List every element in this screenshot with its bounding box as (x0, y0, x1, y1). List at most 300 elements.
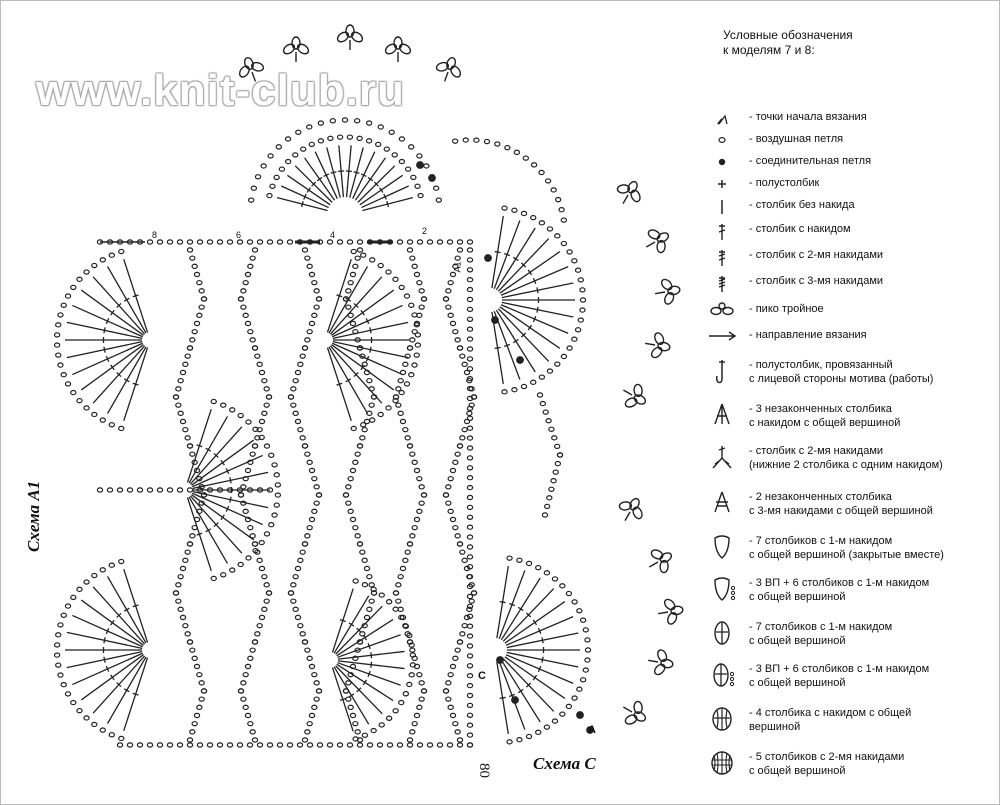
chain-stitch (238, 689, 243, 693)
slip-stitch (577, 712, 583, 718)
chain-stitch (398, 411, 403, 415)
chain-stitch (539, 221, 544, 225)
chain-stitch (502, 390, 507, 394)
chain-stitch (474, 138, 479, 142)
chain-stitch (455, 730, 460, 734)
chain-stitch (317, 743, 322, 747)
stitch-bar (542, 637, 543, 643)
chain-stitch (467, 240, 472, 244)
chain-stitch (467, 644, 472, 648)
picot-leaf (394, 37, 402, 49)
chain-stitch (227, 743, 232, 747)
chain-stitch (387, 600, 392, 604)
chain-stitch (417, 477, 422, 481)
chain-stitch (547, 496, 552, 500)
chain-stitch (243, 673, 248, 677)
chain-stitch (467, 288, 472, 292)
chain-stitch (427, 240, 432, 244)
chain-stitch (577, 687, 582, 691)
chain-stitch (307, 526, 312, 530)
stitch-bar (368, 177, 373, 180)
chain-stitch (92, 573, 97, 577)
chain-stitch (346, 501, 351, 505)
picot-leaf (663, 598, 677, 612)
stitch-bar (370, 327, 371, 333)
bobble-5-icon (709, 750, 743, 780)
chain-stitch (559, 208, 564, 212)
chain-stitch (505, 146, 510, 150)
chain-stitch (178, 607, 183, 611)
chain-stitch (399, 160, 404, 164)
chain-stitch (467, 367, 472, 371)
chain-stitch (245, 321, 250, 325)
chain-stitch (190, 730, 195, 734)
chain-stitch (367, 743, 372, 747)
stitch-bar (230, 477, 231, 483)
chain-stitch (264, 532, 269, 536)
legend-item-text (749, 620, 994, 648)
chain-stitch (147, 240, 152, 244)
chain-stitch (350, 517, 355, 521)
chain-stitch (279, 167, 284, 171)
chain-stitch (467, 495, 472, 499)
chain-stitch (512, 388, 517, 392)
chain-stitch (448, 313, 453, 317)
chain-stitch (305, 648, 310, 652)
chain-stitch (245, 272, 250, 276)
chain-stitch (300, 632, 305, 636)
chain-stitch (197, 240, 202, 244)
chain-stitch (293, 379, 298, 383)
chain-stitch (457, 444, 462, 448)
chain-stitch (192, 264, 197, 268)
chain-stitch (176, 599, 181, 603)
chain-stitch (305, 534, 310, 538)
chain-stitch (264, 583, 269, 587)
chain-stitch (187, 240, 192, 244)
legend-item-line1: - 3 незаконченных столбика (749, 403, 892, 415)
chain-stitch (178, 575, 183, 579)
chain-stitch (446, 501, 451, 505)
chain-stitch (302, 640, 307, 644)
chain-stitch (259, 615, 264, 619)
stitch-bar (533, 620, 536, 625)
chain-stitch (312, 313, 317, 317)
chain-stitch (347, 135, 352, 139)
chain-stitch (350, 272, 355, 276)
triple-picot (431, 53, 466, 86)
chain-stitch (246, 420, 251, 424)
chain-stitch (361, 423, 366, 427)
chain-stitch (55, 333, 60, 337)
chain-stitch (421, 689, 426, 693)
chain-stitch (307, 460, 312, 464)
legend-item-line1: - 3 ВП + 6 столбиков с 1-м накидом (749, 663, 930, 675)
chain-stitch (531, 380, 536, 384)
chain-stitch (411, 175, 416, 179)
chain-stitch (266, 395, 271, 399)
chain-stitch (337, 743, 342, 747)
chain-stitch (403, 692, 408, 696)
chain-stitch (353, 526, 358, 530)
chain-stitch (92, 722, 97, 726)
chain-stitch (457, 346, 462, 350)
chain-stitch (177, 743, 182, 747)
chain-stitch (207, 743, 212, 747)
chain-stitch (268, 154, 273, 158)
two-unfinished-icon (709, 490, 743, 520)
chain-stitch (243, 705, 248, 709)
legend-item-text (749, 444, 994, 472)
chain-stitch (199, 289, 204, 293)
triple-picot (616, 695, 652, 732)
chain-stitch (455, 452, 460, 456)
chain-stitch (255, 632, 260, 636)
chain-stitch (71, 700, 76, 704)
chain-stitch (197, 281, 202, 285)
chain-stitch (362, 558, 367, 562)
chain-stitch (275, 493, 280, 497)
row-number: 2 (422, 226, 428, 236)
chain-stitch (252, 738, 257, 742)
chain-stitch (400, 419, 405, 423)
legend-item-line1: - полустолбик (749, 177, 820, 189)
chain-stitch (177, 240, 182, 244)
chain-stitch (542, 513, 547, 517)
chain-stitch (305, 730, 310, 734)
stitch-bar (354, 172, 360, 174)
chain-stitch (55, 343, 60, 347)
chain-stitch (192, 330, 197, 334)
chain-stitch (199, 305, 204, 309)
chain-stitch (467, 486, 472, 490)
chain-stitch (437, 743, 442, 747)
chain-stitch (275, 483, 280, 487)
chain-stitch (248, 264, 253, 268)
split-treble-icon (709, 444, 743, 474)
legend-item-line2: вершиной (749, 721, 801, 733)
chain-stitch (467, 436, 472, 440)
chain-stitch (566, 704, 571, 708)
chain-stitch (287, 240, 292, 244)
chain-stitch (230, 568, 235, 572)
chain-stitch (178, 411, 183, 415)
chain-stitch (555, 444, 560, 448)
chain-stitch (295, 370, 300, 374)
chain-stitch (517, 558, 522, 562)
stitch-bar (317, 177, 322, 180)
chain-stitch (119, 559, 124, 563)
chain-stitch (467, 594, 472, 598)
chain-stitch (348, 281, 353, 285)
chain-stitch (369, 583, 374, 587)
chain-stitch (252, 640, 257, 644)
chain-stitch (227, 240, 232, 244)
chain-stitch (351, 426, 356, 430)
chain-stitch (566, 591, 571, 595)
chain-stitch (262, 379, 267, 383)
chain-stitch (462, 428, 467, 432)
chain-stitch (257, 624, 262, 628)
chain-stitch (467, 466, 472, 470)
hook-stitch-icon (709, 358, 743, 388)
chain-stitch (560, 584, 565, 588)
chain-stitch (291, 583, 296, 587)
chain-stitch (305, 338, 310, 342)
chain-stitch (192, 722, 197, 726)
chain-stitch (58, 673, 63, 677)
chain-stitch (467, 743, 472, 747)
chain-stitch (378, 125, 383, 129)
chain-stitch (467, 337, 472, 341)
chain-stitch (285, 137, 290, 141)
chain-stitch (467, 505, 472, 509)
chain-stitch (409, 673, 414, 677)
chain-stitch (457, 738, 462, 742)
chain-stitch (399, 700, 404, 704)
stitch-bar (537, 287, 538, 293)
row-number: 6 (236, 230, 242, 240)
chain-stitch (316, 297, 321, 301)
chain-stitch (517, 738, 522, 742)
chain-stitch (462, 624, 467, 628)
chain-stitch (447, 240, 452, 244)
chain-stitch (187, 248, 192, 252)
chain-stitch (364, 615, 369, 619)
picot-leaf (346, 25, 354, 37)
chain-stitch (56, 663, 61, 667)
chain-stitch (307, 264, 312, 268)
legend-item-line1: - 4 столбика с накидом с общей (749, 707, 912, 719)
chain-stitch (407, 743, 412, 747)
chain-stitch (264, 387, 269, 391)
chain-stitch (512, 208, 517, 212)
chain-stitch (407, 542, 412, 546)
stitch-bar (533, 675, 536, 680)
stitch-bar (371, 652, 372, 658)
chain-stitch (167, 488, 172, 492)
stitch-bar (104, 637, 105, 643)
chain-stitch (251, 186, 256, 190)
chain-stitch (403, 428, 408, 432)
chain-stitch (109, 563, 114, 567)
chain-stitch (421, 297, 426, 301)
chain-stitch (526, 561, 531, 565)
chain-stitch (378, 412, 383, 416)
stitch-bar (197, 445, 203, 447)
stitch-bar (495, 347, 501, 348)
picot-stem (655, 292, 665, 294)
chain-stitch (338, 135, 343, 139)
chain-stitch (264, 403, 269, 407)
picot-leaf (667, 285, 680, 295)
chain-stitch (297, 743, 302, 747)
chain-stitch (353, 460, 358, 464)
legend-item-line2: с общей вершиной (749, 591, 846, 603)
chain-stitch (77, 399, 82, 403)
slip-stitch (512, 697, 518, 703)
legend-subtitle: к моделям 7 и 8: (723, 43, 815, 57)
chain-stitch (312, 477, 317, 481)
chain-stitch (553, 470, 558, 474)
chain-stitch (467, 664, 472, 668)
chain-stitch (272, 513, 277, 517)
chain-stitch (447, 743, 452, 747)
stitch-bar (307, 188, 310, 193)
chain-stitch (137, 743, 142, 747)
chain-stitch (467, 278, 472, 282)
legend-item-line1: - столбик с 3-мя накидами (749, 275, 884, 287)
chain-stitch (414, 272, 419, 276)
chain-stitch (176, 583, 181, 587)
stitch-bar (528, 270, 531, 275)
legend-item-line1: - точки начала вязания (749, 111, 867, 123)
chain-stitch (65, 294, 70, 298)
chain-stitch (298, 558, 303, 562)
chain-stitch (539, 170, 544, 174)
chain-stitch (448, 673, 453, 677)
chain-stitch (575, 268, 580, 272)
chain-stitch (409, 145, 414, 149)
legend-item-text (749, 176, 994, 190)
triple-picot (643, 329, 673, 361)
chain-stitch (316, 689, 321, 693)
chain-stitch (580, 288, 585, 292)
row-number: A1 (452, 261, 463, 273)
chain-stitch (207, 240, 212, 244)
chain-stitch (194, 664, 199, 668)
chain-stitch (415, 343, 420, 347)
chain-stitch (56, 323, 61, 327)
legend-item-text (749, 110, 994, 124)
chain-stitch (300, 354, 305, 358)
chain-stitch (293, 153, 298, 157)
chain-stitch (190, 452, 195, 456)
chain-stitch (555, 362, 560, 366)
picot-leaf (449, 64, 462, 78)
stitch-bar (495, 252, 501, 253)
chain-stitch (309, 713, 314, 717)
chain-stitch (418, 194, 423, 198)
chain-stitch (307, 743, 312, 747)
chain-stitch (448, 477, 453, 481)
chain-stitch (109, 733, 114, 737)
chain-stitch (183, 428, 188, 432)
stitch-bar (133, 383, 139, 385)
stitch-bar (500, 602, 506, 603)
chain-stitch (314, 289, 319, 293)
chain-stitch (243, 313, 248, 317)
chain-stitch (187, 640, 192, 644)
chain-stitch (410, 256, 415, 260)
triple-picot (384, 37, 412, 62)
chain-stitch (197, 705, 202, 709)
chain-stitch (555, 234, 560, 238)
chain-stitch (245, 468, 250, 472)
chain-stitch (355, 256, 360, 260)
chain-stitch (314, 681, 319, 685)
picot-leaf (670, 605, 683, 615)
stitch-bar (133, 295, 139, 297)
chain-stitch (295, 419, 300, 423)
chain-stitch (291, 387, 296, 391)
chain-stitch (446, 485, 451, 489)
chain-stitch (446, 681, 451, 685)
chain-stitch (400, 566, 405, 570)
chain-stitch (398, 575, 403, 579)
chain-stitch (417, 743, 422, 747)
chain-stitch (457, 542, 462, 546)
chain-stitch (241, 697, 246, 701)
cluster-3ch6-icon (709, 576, 743, 606)
legend-item-line1: - полустолбик, провязанный (749, 359, 893, 371)
legend-item-text (749, 274, 994, 288)
chain-stitch (467, 248, 472, 252)
chain-stitch (393, 277, 398, 281)
chain-stitch (355, 119, 360, 123)
chain-stitch (376, 142, 381, 146)
picot-stem (649, 562, 658, 567)
chain-stitch (446, 697, 451, 701)
chain-stitch (296, 130, 301, 134)
chain-stitch (557, 453, 562, 457)
chain-stitch (241, 681, 246, 685)
stitch-bar (104, 347, 105, 353)
chain-stitch (309, 321, 314, 325)
stitch-bar (337, 295, 343, 297)
stitch-bar (331, 172, 337, 174)
row-number: 8 (152, 230, 158, 240)
chain-stitch (427, 743, 432, 747)
legend-item-line2: (нижние 2 столбика с одним накидом) (749, 459, 943, 471)
chain-stitch (346, 305, 351, 309)
chain-stitch (460, 550, 465, 554)
chain-stitch (396, 599, 401, 603)
legend-item-text (749, 576, 994, 604)
chain-stitch (450, 713, 455, 717)
chain-stitch (561, 218, 566, 222)
chain-stitch (238, 562, 243, 566)
chain-stitch (567, 346, 572, 350)
chain-stitch (180, 370, 185, 374)
chain-stitch (252, 248, 257, 252)
chain-stitch (453, 460, 458, 464)
chain-stitch (467, 515, 472, 519)
chain-stitch (71, 285, 76, 289)
chain-stitch (547, 369, 552, 373)
legend-item-line2: с общей вершиной (закрытые вместе) (749, 549, 944, 561)
chain-stitch (277, 240, 282, 244)
chain-stitch (412, 363, 417, 367)
picot-stem (648, 660, 658, 662)
chain-stitch (92, 263, 97, 267)
chain-stitch (84, 580, 89, 584)
chain-stitch (415, 184, 420, 188)
chain-stitch (307, 330, 312, 334)
chain-stitch (330, 119, 335, 123)
chain-stitch (545, 504, 550, 508)
chain-stitch (410, 452, 415, 456)
chain-stitch (312, 281, 317, 285)
chain-stitch (357, 248, 362, 252)
chain-stitch (314, 485, 319, 489)
chain-stitch (467, 693, 472, 697)
chain-stitch (536, 566, 541, 570)
chain-stitch (467, 268, 472, 272)
chain-stitch (61, 373, 66, 377)
chain-stitch (185, 436, 190, 440)
chain-stitch (127, 743, 132, 747)
